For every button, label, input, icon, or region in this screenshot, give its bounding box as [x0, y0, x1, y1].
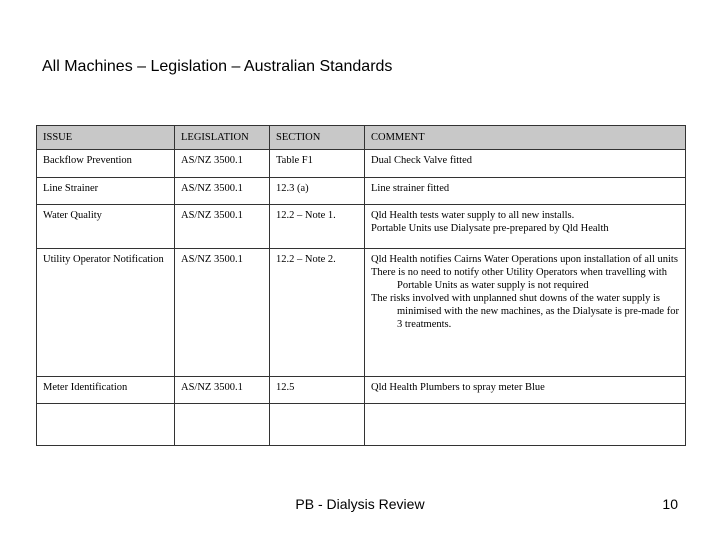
- comment-line: The risks involved with unplanned shut downs of the water supply is minimised with the new machines, as the Dialysate is pre-made for 3 treatments.: [371, 293, 679, 330]
- cell-section: [270, 404, 365, 446]
- table-row: [37, 377, 686, 404]
- cell-legislation: AS/NZ 3500.1: [175, 377, 270, 404]
- cell-section: 12.2 – Note 2.: [270, 249, 365, 377]
- header-legislation: LEGISLATION: [175, 126, 270, 150]
- table-row: [37, 249, 686, 377]
- header-section: SECTION: [270, 126, 365, 150]
- header-issue: ISSUE: [37, 126, 175, 150]
- table-row: [37, 178, 686, 205]
- cell-issue: Utility Operator Notification: [37, 249, 175, 377]
- cell-comment: [365, 205, 686, 249]
- table-header-row: [37, 126, 686, 150]
- cell-section: 12.3 (a): [270, 178, 365, 205]
- comment-line: Dual Check Valve fitted: [371, 155, 472, 166]
- table-row: [37, 150, 686, 178]
- cell-issue: Backflow Prevention: [37, 150, 175, 178]
- cell-section: Table F1: [270, 150, 365, 178]
- comment-line: Line strainer fitted: [371, 183, 450, 194]
- slide-title: All Machines – Legislation – Australian Standards: [42, 58, 393, 75]
- table-row: [37, 404, 686, 446]
- header-comment: COMMENT: [365, 126, 686, 150]
- comment-line: Qld Health Plumbers to spray meter Blue: [371, 382, 545, 393]
- comment-line: Qld Health notifies Cairns Water Operations upon installation of all units: [371, 254, 678, 265]
- table-row: [37, 205, 686, 249]
- cell-issue: Meter Identification: [37, 377, 175, 404]
- footer-text: PB - Dialysis Review: [295, 496, 425, 512]
- comment-line: Qld Health tests water supply to all new installs.: [371, 210, 575, 221]
- page-number: 10: [662, 496, 678, 512]
- comment-line: There is no need to notify other Utility Operators when travelling with Portable Units as water supply is not required: [371, 267, 667, 291]
- cell-section: 12.5: [270, 377, 365, 404]
- cell-comment: [365, 150, 686, 178]
- cell-comment: [365, 404, 686, 446]
- legislation-table: [36, 125, 686, 446]
- cell-issue: Water Quality: [37, 205, 175, 249]
- cell-issue: [37, 404, 175, 446]
- cell-comment: [365, 377, 686, 404]
- cell-comment: [365, 249, 686, 377]
- cell-legislation: AS/NZ 3500.1: [175, 150, 270, 178]
- cell-legislation: AS/NZ 3500.1: [175, 205, 270, 249]
- cell-legislation: AS/NZ 3500.1: [175, 178, 270, 205]
- comment-line: Portable Units use Dialysate pre-prepared by Qld Health: [371, 223, 609, 234]
- cell-legislation: [175, 404, 270, 446]
- cell-section: 12.2 – Note 1.: [270, 205, 365, 249]
- cell-issue: Line Strainer: [37, 178, 175, 205]
- cell-legislation: AS/NZ 3500.1: [175, 249, 270, 377]
- cell-comment: [365, 178, 686, 205]
